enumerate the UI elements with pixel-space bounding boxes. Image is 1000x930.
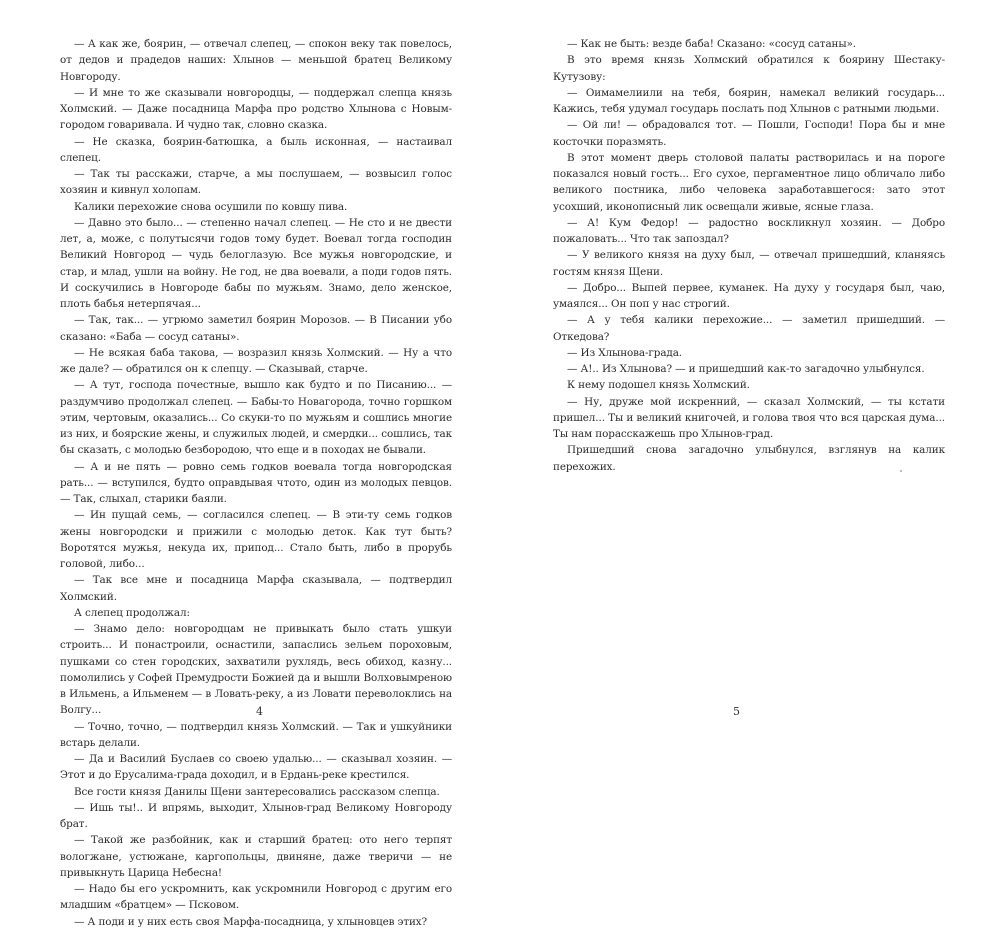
- right-page: [553, 36, 945, 475]
- paragraph: — А!.. Из Хлынова? — и пришедший как-то загадочно улыбнулся.: [567, 363, 925, 375]
- paragraph: — Так ты расскажи, старче, а мы послушаем, — возвысил голос хозяин и кивнул холопам.: [60, 168, 452, 197]
- paragraph: — А у тебя калики перехожие... — заметил пришедший. — Откедова?: [553, 314, 945, 343]
- paragraph: — Как не быть: везде баба! Сказано: «сосуд сатаны».: [567, 38, 856, 50]
- paragraph: — Знамо дело: новгородцам не привыкать было стать ушкуи строить... И понастроили, оснастили, запаслись зельем пороховым, пушками со стен городских, захватили рухлядь, весь обиход, казну... помолились у Софей Премудрости Божией да и вышли Волховымреною в Ильмень, а Ильменем — в Ловать-реку, а из Ловати переволоклись на Волгу...: [60, 623, 452, 717]
- left-page: [60, 36, 452, 930]
- paragraph: В это время князь Холмский обратился к боярину Шестаку-Кутузову:: [553, 54, 945, 83]
- paragraph: — Надо бы его ускромнить, как ускромнили Новгород с другим его младшим «братцем» — Псковом.: [60, 883, 452, 912]
- paragraph: — У великого князя на духу был, — отвечал пришедший, кланяясь гостям князя Щени.: [553, 249, 945, 278]
- paragraph: — Ой ли! — обрадовался тот. — Пошли, Господи! Пора бы и мне косточки поразмять.: [553, 119, 945, 148]
- page-number-left: 4: [256, 705, 263, 718]
- paragraph: В этот момент дверь столовой палаты растворилась и на пороге показался новый гость... Его сухое, пергаментное лицо обличало либо великого постника, либо человека заработавшегося: зато этот усохший, иконописный лик освещали живые, ясные глаза.: [553, 151, 945, 213]
- print-speck: [900, 470, 902, 472]
- paragraph: — А поди и у них есть своя Марфа-посадница, у хлыновцев этих?: [74, 915, 428, 928]
- paragraph: — Такой же разбойник, как и старший братец: ото него терпят вологжане, устюжане, каргопольцы, двиняне, даже тверичи — не привыкнуть Царица Небесна!: [60, 834, 452, 879]
- paragraph: — Давно это было... — степенно начал слепец. — Не сто и не двести лет, а, може, с полутысячи годов тому будет. Воевал тогда господин Великий Новгород — чудь белоглазую. Все мужья новгородские, и стар, и млад, ушли на войну. Не год, не два воевали, а поди годов пять. И соскучились в Новгороде бабы по мужьям. Знамо, дело женское, плоть бабья нетерпячая...: [60, 216, 452, 310]
- paragraph: — Добро... Выпей первее, куманек. На духу у государя был, чаю, умаялся... Он поп у нас строгий.: [553, 281, 945, 310]
- paragraph: — Ишь ты!.. И впрямь, выходит, Хлынов-град Великому Новгороду брат.: [60, 801, 452, 830]
- paragraph: — Так все мне и посадница Марфа сказывала, — подтвердил Холмский.: [60, 574, 452, 603]
- paragraph: К нему подошел князь Холмский.: [567, 379, 750, 392]
- right-page-text: [553, 36, 945, 475]
- paragraph: — Из Хлынова-града.: [567, 346, 683, 359]
- paragraph: — А тут, господа почестные, вышло как будто и по Писанию... — раздумчиво продолжал слепец. — Бабы-то Новагорода, точно горшком этим, чертовым, оказались... Со скуки-то по мужьям и сошлись многие из них, и боярские жены, и служилых людей, и смердки... сошлись, так бы сказать, с молодью безбородою, что еще и в походах не бывали.: [60, 379, 452, 457]
- paragraph: — Точно, точно, — подтвердил князь Холмский. — Так и ушкуйники встарь делали.: [60, 720, 452, 749]
- paragraph: Калики перехожие снова осушили по ковшу пива.: [74, 200, 348, 213]
- paragraph: — Ин пущай семь, — согласился слепец. — В эти-ту семь годков жены новгородски и прижили с молодью деток. Как тут быть? Воротятся мужья, некуда их, припод... Стало быть, либо в прорубь головой, либо...: [60, 509, 452, 570]
- paragraph: Все гости князя Данилы Щени зантересовались рассказом слепца.: [74, 785, 440, 798]
- paragraph: — А как же, боярин, — отвечал слепец, — спокон веку так повелось, от дедов и прадедов наших: Хлынов — меньшой братец Великому Новгороду.: [60, 38, 452, 83]
- left-page-text: [60, 36, 452, 930]
- paragraph: — Не сказка, боярин-батюшка, а быль исконная, — настаивал слепец.: [60, 135, 452, 164]
- paragraph: — А! Кум Федор! — радостно воскликнул хозяин. — Добро пожаловать... Что так запоздал?: [553, 216, 945, 245]
- page-number-right: 5: [733, 705, 740, 718]
- paragraph: — Так, так... — угрюмо заметил боярин Морозов. — В Писании убо сказано: «Баба — сосуд сатаны».: [60, 314, 452, 343]
- paragraph: — Не всякая баба такова, — возразил князь Холмский. — Ну а что же дале? — обратился он к слепцу. — Сказывай, старче.: [60, 346, 452, 375]
- paragraph: — Да и Василий Буслаев со своею удалью... — сказывал хозяин. — Этот и до Ерусалима-града доходил, и в Ердань-реке крестился.: [60, 753, 452, 782]
- paragraph: Пришедший снова загадочно улыбнулся, взглянув на калик перехожих.: [553, 444, 945, 473]
- paragraph: — Оимамелиили на тебя, боярин, намекал великий государь... Кажись, тебя удумал государь послать под Хлынов с ратными людьми.: [553, 86, 945, 115]
- paragraph: А слепец продолжал:: [74, 606, 190, 619]
- paragraph: — Ну, друже мой искренний, — сказал Холмский, — ты кстати пришел... Ты и великий книгочей, и голова твоя что вся царская дума... Ты нам порасскажешь про Хлынов-град.: [553, 395, 945, 440]
- paragraph: — А и не пять — ровно семь годков воевала тогда новгородская рать... — вступился, будто оправдывая чтото, один из молодых певцов. — Так, слыхал, старики баяли.: [60, 460, 452, 505]
- paragraph: — И мне то же сказывали новгородцы, — поддержал слепца князь Холмский. — Даже посадница Марфа про родство Хлынова с Новым-городом говаривала. И чудно так, словно сказка.: [60, 86, 452, 132]
